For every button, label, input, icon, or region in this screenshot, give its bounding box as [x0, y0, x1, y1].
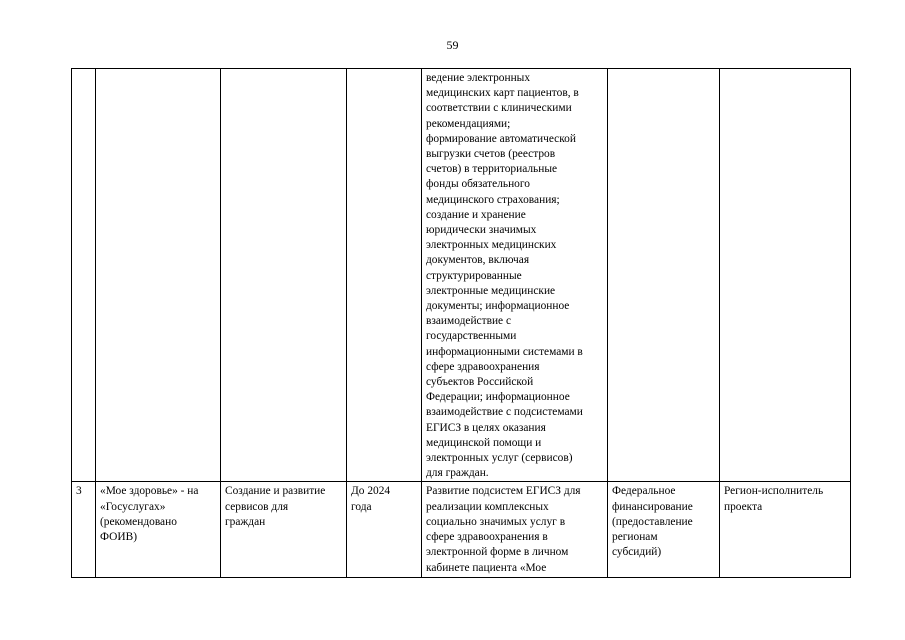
deadline-line: До 2024 [351, 485, 391, 498]
description-line: субъектов Российской [426, 376, 534, 389]
description-line: медицинских карт пациентов, в [426, 87, 579, 100]
description-line: создание и хранение [426, 208, 526, 221]
description-line: структурированные [426, 269, 522, 282]
description-line: соответствии с клиническими [426, 102, 572, 115]
description-line: юридически значимых [426, 224, 537, 237]
description-line: электронных медицинских [426, 239, 557, 252]
cell-description [422, 69, 608, 482]
cell-number [72, 482, 96, 578]
description-line: документы; информационное [426, 300, 570, 313]
description-line: взаимодействие с подсистемами [426, 406, 583, 419]
page-number: 59 [446, 38, 459, 52]
cell-deadline [347, 482, 422, 578]
cell-funding [608, 482, 720, 578]
description-line: реализации комплексных [426, 500, 549, 513]
table-row [72, 482, 851, 578]
description-line: социально значимых услуг в [426, 515, 566, 528]
project-name-line: ФОИВ) [100, 531, 137, 544]
cell-description [422, 482, 608, 578]
activity-type-line: граждан [225, 515, 266, 528]
description-line: ведение электронных [426, 72, 531, 84]
cell-project-name [96, 69, 221, 482]
row-number: 3 [76, 485, 82, 498]
description-line: сфере здравоохранения в [426, 531, 548, 544]
cell-activity-type [221, 69, 347, 482]
project-name-line: (рекомендовано [100, 515, 177, 528]
description-line: ЕГИСЗ в целях оказания [426, 421, 546, 434]
description-line: медицинской помощи и [426, 436, 542, 449]
description-line: рекомендациями; [426, 117, 511, 130]
project-name-line: «Госуслугах» [100, 500, 166, 513]
description-line: электронной форме в личном [426, 546, 569, 559]
description-line: формирование автоматической [426, 132, 576, 145]
description-line: выгрузки счетов (реестров [426, 148, 556, 161]
description-line: фонды обязательного [426, 178, 530, 191]
cell-number [72, 69, 96, 482]
cell-project-name [96, 482, 221, 578]
activity-type-line: сервисов для [225, 500, 289, 513]
description-line: для граждан. [426, 467, 489, 480]
cell-executor [720, 482, 851, 578]
description-line: электронные медицинские [426, 284, 556, 297]
funding-line: Федеральное [612, 485, 676, 498]
funding-line: регионам [612, 531, 658, 544]
activity-type-line: Создание и развитие [225, 485, 326, 498]
cell-activity-type [221, 482, 347, 578]
cell-executor [720, 69, 851, 482]
deadline-line: года [351, 500, 372, 513]
description-line: документов, включая [426, 254, 530, 267]
description-line: информационными системами в [426, 345, 583, 358]
description-line: Развитие подсистем ЕГИСЗ для [426, 485, 581, 498]
cell-funding [608, 69, 720, 482]
description-line: электронных услуг (сервисов) [426, 452, 573, 465]
description-line: медицинского страхования; [426, 193, 560, 206]
description-line: счетов) в территориальные [426, 163, 558, 176]
description-line: сфере здравоохранения [426, 360, 540, 373]
project-name-line: «Мое здоровье» - на [100, 485, 199, 498]
funding-line: финансирование [612, 500, 693, 513]
table-row [72, 69, 851, 482]
funding-line: (предоставление [612, 515, 693, 528]
executor-line: проекта [724, 500, 763, 513]
activities-table [71, 68, 851, 578]
description-line: государственными [426, 330, 517, 343]
description-line: взаимодействие с [426, 315, 512, 328]
cell-deadline [347, 69, 422, 482]
funding-line: субсидий) [612, 546, 662, 559]
executor-line: Регион-исполнитель [724, 485, 824, 498]
description-line: Федерации; информационное [426, 391, 570, 404]
description-line: кабинете пациента «Мое [426, 561, 547, 574]
